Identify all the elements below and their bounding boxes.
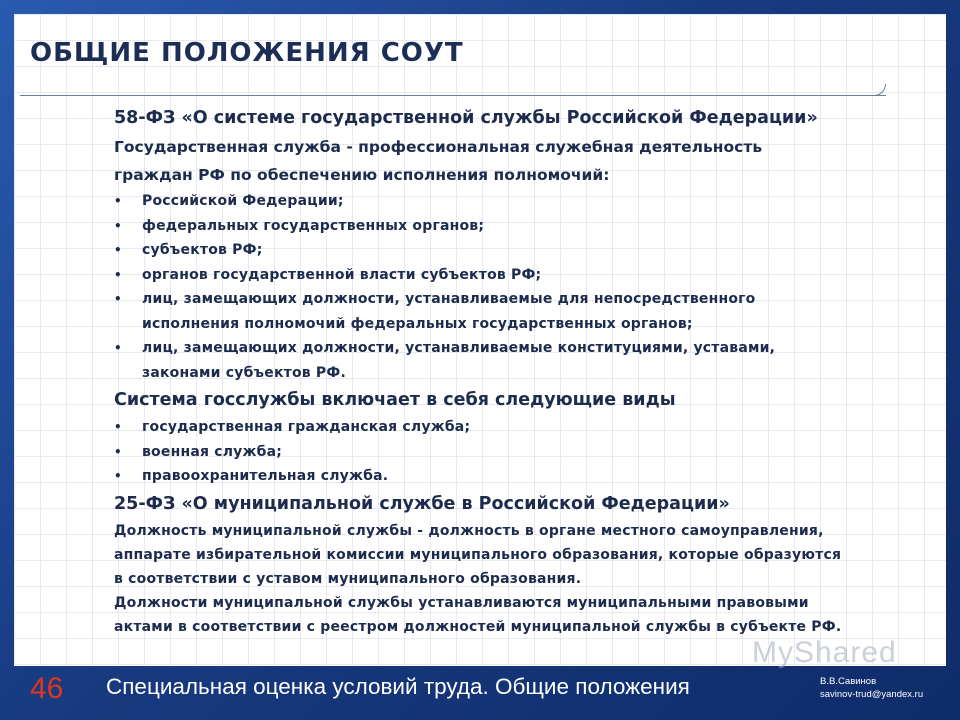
bullet-icon: •	[114, 218, 122, 233]
slide-number: 46	[30, 672, 64, 705]
watermark: MyShared	[752, 636, 897, 669]
service-types-list	[114, 415, 934, 489]
authorities-list	[114, 189, 934, 385]
bullet-icon: •	[114, 444, 122, 459]
law-25-line-5: актами в соответствии с реестром должностей муниципальной службы в субъекте РФ.	[114, 618, 842, 635]
list-item: • лиц, замещающих должности, устанавливаемые конституциями, уставами, законами субъектов РФ.	[114, 336, 934, 385]
law-25-title: 25-ФЗ «О муниципальной службе в Российской Федерации»	[114, 493, 730, 514]
title-divider	[20, 95, 886, 96]
list-item: • органов государственной власти субъектов РФ;	[114, 263, 934, 288]
bullet-icon: •	[114, 341, 122, 355]
footer-caption: Специальная оценка условий труда. Общие положения	[106, 674, 690, 699]
author-credit	[820, 675, 923, 701]
slide-title: ОБЩИЕ ПОЛОЖЕНИЯ СОУТ	[30, 38, 464, 68]
law-25-line-2: аппарате избирательной комиссии муниципального образования, которые образуются	[114, 546, 842, 563]
list-item: • военная служба;	[114, 440, 934, 465]
list-item: • лиц, замещающих должности, устанавливаемые для непосредственного исполнения полномочий федеральных государственных органов;	[114, 287, 934, 336]
law-58-definition-line-2: граждан РФ по обеспечению исполнения полномочий:	[114, 166, 610, 184]
author-name: В.В.Савинов	[820, 676, 877, 687]
bullet-icon: •	[114, 267, 122, 282]
list-item: • Российской Федерации;	[114, 189, 934, 214]
bullet-icon: •	[114, 194, 122, 208]
bullet-icon: •	[114, 420, 122, 434]
bullet-icon: •	[114, 469, 122, 483]
law-58-title: 58-ФЗ «О системе государственной службы Российской Федерации»	[114, 108, 818, 128]
bullet-icon: •	[114, 243, 122, 257]
author-email: savinov-trud@yandex.ru	[820, 689, 924, 700]
list-item: • федеральных государственных органов;	[114, 214, 934, 239]
bullet-icon: •	[114, 292, 122, 306]
slide-content	[114, 103, 934, 639]
service-types-heading: Система госслужбы включает в себя следующие виды	[114, 390, 676, 410]
law-58-definition-line-1: Государственная служба - профессиональная служебная деятельность	[114, 138, 763, 156]
law-25-line-1: Должность муниципальной службы - должность в органе местного самоуправления,	[114, 522, 824, 539]
list-item: • субъектов РФ;	[114, 238, 934, 263]
law-25-line-4: Должности муниципальной службы устанавливаются муниципальными правовыми	[114, 594, 809, 611]
list-item: • правоохранительная служба.	[114, 464, 934, 489]
list-item: • государственная гражданская служба;	[114, 415, 934, 440]
law-25-line-3: в соответствии с уставом муниципального образования.	[114, 570, 582, 587]
